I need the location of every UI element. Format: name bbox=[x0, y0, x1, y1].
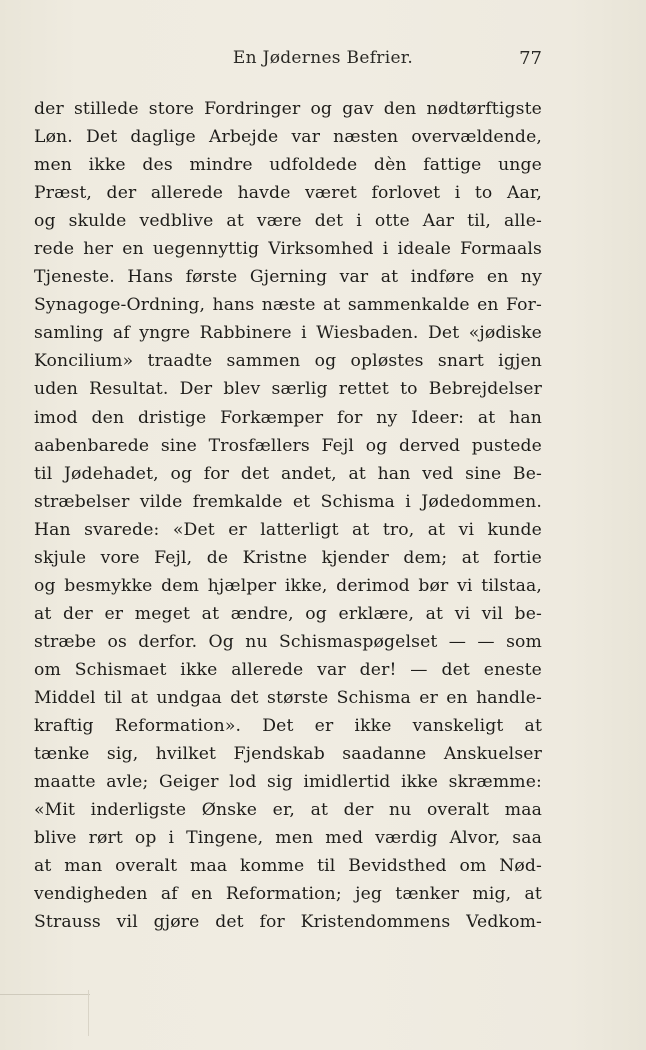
text-line: Han svarede: «Det er latterligt at tro, at vi kunde bbox=[34, 519, 542, 540]
text-line: tænke sig, hvilket Fjendskab saadanne Anskuelser bbox=[34, 744, 542, 765]
text-line: imod den dristige Forkæmper for ny Ideer: at han bbox=[34, 407, 542, 428]
text-line: Tjeneste. Hans første Gjerning var at indføre en ny bbox=[34, 267, 542, 288]
running-head bbox=[0, 48, 646, 72]
text-line: Koncilium» traadte sammen og opløstes snart igjen bbox=[34, 351, 542, 372]
text-line: blive rørt op i Tingene, men med værdig Alvor, saa bbox=[34, 828, 542, 849]
text-line: vendigheden af en Reformation; jeg tænker mig, at bbox=[34, 884, 542, 905]
text-line: og besmykke dem hjælper ikke, derimod bør vi tilstaa, bbox=[34, 575, 542, 596]
text-line: rede her en uegennyttig Virksomhed i ideale Formaals bbox=[34, 239, 542, 260]
text-line: Løn. Det daglige Arbejde var næsten overvældende, bbox=[34, 127, 542, 148]
text-line: at man overalt maa komme til Bevidsthed om Nød- bbox=[34, 856, 542, 877]
text-line: uden Resultat. Der blev særlig rettet to Bebrejdelser bbox=[34, 379, 542, 400]
text-line: der stillede store Fordringer og gav den nødtørftigste bbox=[34, 99, 542, 119]
text-line: at der er meget at ændre, og erklære, at vi vil be- bbox=[34, 603, 542, 624]
text-line: Middel til at undgaa det største Schisma er en handle- bbox=[34, 687, 542, 708]
margin-rule bbox=[88, 990, 89, 1036]
text-line: om Schismaet ikke allerede var der! — det eneste bbox=[34, 659, 542, 680]
text-line: Præst, der allerede havde været forlovet i to Aar, bbox=[34, 183, 542, 204]
text-line: stræbe os derfor. Og nu Schismaspøgelset — — som bbox=[34, 631, 542, 652]
text-line: skjule vore Fejl, de Kristne kjender dem; at fortie bbox=[34, 547, 542, 568]
text-line: samling af yngre Rabbinere i Wiesbaden. Det «jødiske bbox=[34, 323, 542, 344]
text-line: kraftig Reformation». Det er ikke vanskeligt at bbox=[34, 716, 542, 737]
running-title: En Jødernes Befrier. bbox=[232, 48, 414, 68]
text-line: aabenbarede sine Trosfællers Fejl og derved pustede bbox=[34, 435, 542, 456]
text-line: maatte avle; Geiger lod sig imidlertid ikke skræmme: bbox=[34, 772, 542, 793]
text-line: stræbelser vilde fremkalde et Schisma i Jødedommen. bbox=[34, 491, 542, 512]
text-line: Synagoge-Ordning, hans næste at sammenkalde en For- bbox=[34, 295, 542, 316]
page-number: 77 bbox=[519, 48, 542, 69]
margin-mark bbox=[0, 994, 90, 995]
text-line: «Mit inderligste Ønske er, at der nu overalt maa bbox=[34, 800, 542, 821]
text-line: Strauss vil gjøre det for Kristendommens Vedkom- bbox=[34, 912, 542, 933]
text-line: og skulde vedblive at være det i otte Aar til, alle- bbox=[34, 211, 542, 232]
body-text bbox=[34, 95, 542, 936]
text-line: men ikke des mindre udfoldede dèn fattige unge bbox=[34, 155, 542, 176]
text-line: til Jødehadet, og for det andet, at han ved sine Be- bbox=[34, 463, 542, 484]
